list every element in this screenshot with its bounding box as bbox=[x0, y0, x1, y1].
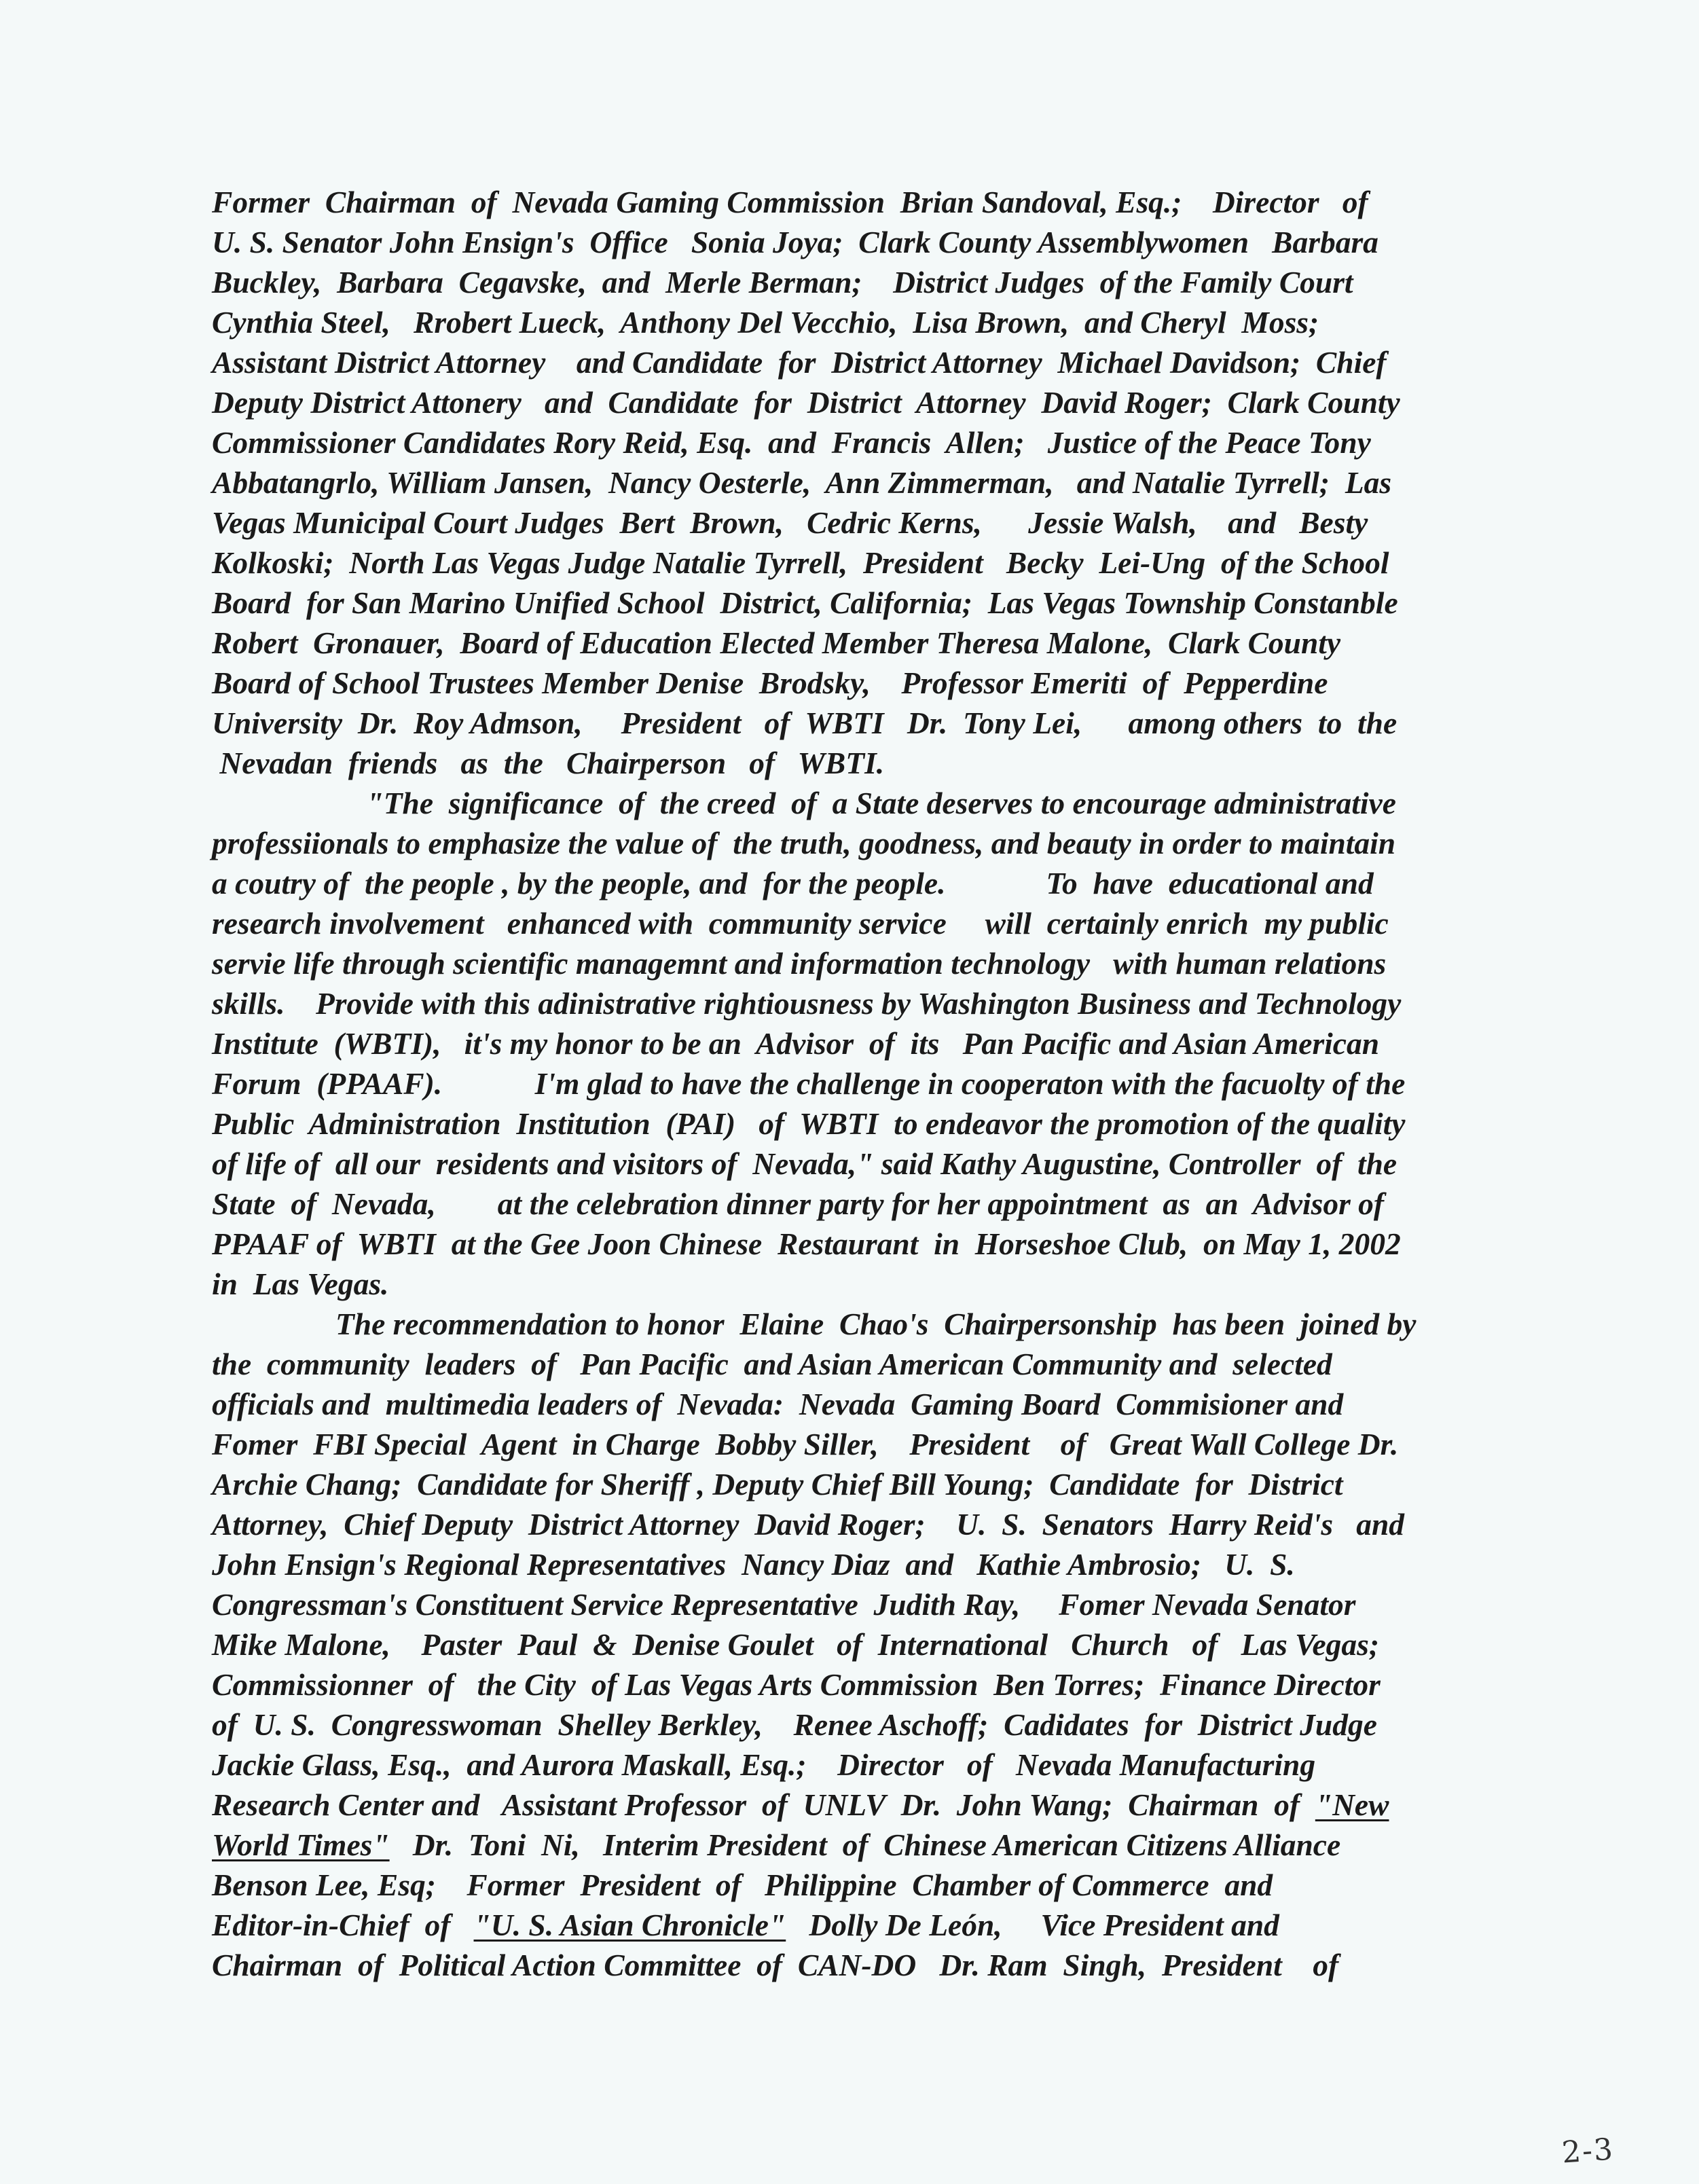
page-number: 2-3 bbox=[1560, 2132, 1615, 2170]
text-line: The recommendation to honor Elaine Chao's Chairpersonship has been joined by bbox=[212, 1307, 1417, 1341]
text-line: Assistant District Attorney and Candidate for District Attorney Michael Davidson; Chief bbox=[212, 345, 1387, 380]
text-line: U. S. Senator John Ensign's Office Sonia Joya; Clark County Assemblywomen Barbara bbox=[212, 225, 1378, 259]
publication-title-underlined: World Times" bbox=[212, 1827, 390, 1862]
text-line bbox=[212, 1825, 1543, 1865]
text-line: Public Administration Institution (PAI) of WBTI to endeavor the promotion of the quality bbox=[212, 1106, 1406, 1141]
text-line: a coutry of the people , by the people, and for the people. To have educational and bbox=[212, 866, 1374, 900]
text-line: Commissioner Candidates Rory Reid, Esq. and Francis Allen; Justice of the Peace Tony bbox=[212, 425, 1371, 460]
text-line: the community leaders of Pan Pacific and Asian American Community and selected bbox=[212, 1347, 1332, 1381]
text-line: of life of all our residents and visitors of Nevada," said Kathy Augustine, Controller of the bbox=[212, 1146, 1397, 1181]
text-line bbox=[212, 1785, 1543, 1825]
text-line: Deputy District Attonery and Candidate for District Attorney David Roger; Clark County bbox=[212, 385, 1400, 420]
text-line: Benson Lee, Esq; Former President of Philippine Chamber of Commerce and bbox=[212, 1868, 1273, 1902]
text-line: Commissionner of the City of Las Vegas Arts Commission Ben Torres; Finance Director bbox=[212, 1667, 1381, 1702]
text-line: Attorney, Chief Deputy District Attorney David Roger; U. S. Senators Harry Reid's and bbox=[212, 1507, 1405, 1542]
text-line: Abbatangrlo, William Jansen, Nancy Oesterle, Ann Zimmerman, and Natalie Tyrrell; Las bbox=[212, 465, 1392, 500]
text-line: Archie Chang; Candidate for Sheriff , Deputy Chief Bill Young; Candidate for District bbox=[212, 1467, 1343, 1502]
text-segment: Research Center and Assistant Professor of UNLV Dr. John Wang; Chairman of bbox=[212, 1787, 1315, 1822]
text-line: of U. S. Congresswoman Shelley Berkley, Renee Aschoff; Cadidates for District Judge bbox=[212, 1707, 1377, 1742]
text-line: PPAAF of WBTI at the Gee Joon Chinese Restaurant in Horseshoe Club, on May 1, 2002 bbox=[212, 1226, 1401, 1261]
text-line: in Las Vegas. bbox=[212, 1267, 389, 1301]
text-line: "The significance of the creed of a State deserves to encourage administrative bbox=[212, 786, 1396, 820]
text-line: Chairman of Political Action Committee of CAN-DO Dr. Ram Singh, President of bbox=[212, 1948, 1339, 1982]
text-line: University Dr. Roy Admson, President of WBTI Dr. Tony Lei, among others to the bbox=[212, 706, 1397, 740]
text-line: Buckley, Barbara Cegavske, and Merle Berman; District Judges of the Family Court bbox=[212, 265, 1353, 299]
text-segment: Dr. Toni Ni, Interim President of Chinese American Citizens Alliance bbox=[389, 1827, 1341, 1862]
text-line: Fomer FBI Special Agent in Charge Bobby Siller, President of Great Wall College Dr. bbox=[212, 1427, 1399, 1461]
text-line: Board for San Marino Unified School District, California; Las Vegas Township Constanble bbox=[212, 585, 1398, 620]
text-line: Vegas Municipal Court Judges Bert Brown, Cedric Kerns, Jessie Walsh, and Besty bbox=[212, 505, 1368, 540]
text-line: John Ensign's Regional Representatives Nancy Diaz and Kathie Ambrosio; U. S. bbox=[212, 1547, 1295, 1582]
body-text bbox=[212, 182, 1543, 1985]
text-line: professiionals to emphasize the value of the truth, goodness, and beauty in order to maintain bbox=[212, 826, 1396, 860]
text-segment: Dolly De León, Vice President and bbox=[786, 1908, 1279, 1942]
publication-title-underlined: "U. S. Asian Chronicle" bbox=[473, 1908, 786, 1942]
text-line: research involvement enhanced with community service will certainly enrich my public bbox=[212, 906, 1389, 941]
text-line: Institute (WBTI), it's my honor to be an Advisor of its Pan Pacific and Asian American bbox=[212, 1026, 1380, 1061]
text-line: Robert Gronauer, Board of Education Elected Member Theresa Malone, Clark County bbox=[212, 625, 1341, 660]
text-line: Cynthia Steel, Rrobert Lueck, Anthony Del Vecchio, Lisa Brown, and Cheryl Moss; bbox=[212, 305, 1319, 340]
text-line: Former Chairman of Nevada Gaming Commission Brian Sandoval, Esq.; Director of bbox=[212, 185, 1368, 219]
text-line: officials and multimedia leaders of Nevada: Nevada Gaming Board Commisioner and bbox=[212, 1387, 1344, 1421]
publication-title-underlined: "New bbox=[1315, 1787, 1389, 1822]
text-line: Nevadan friends as the Chairperson of WBTI. bbox=[212, 746, 885, 780]
text-line: Forum (PPAAF). I'm glad to have the challenge in cooperaton with the facuolty of the bbox=[212, 1066, 1406, 1101]
text-segment: Editor-in-Chief of bbox=[212, 1908, 474, 1942]
text-line: Board of School Trustees Member Denise Brodsky, Professor Emeriti of Pepperdine bbox=[212, 666, 1328, 700]
text-line: Jackie Glass, Esq., and Aurora Maskall, Esq.; Director of Nevada Manufacturing bbox=[212, 1747, 1316, 1782]
text-line: skills. Provide with this adinistrative rightiousness by Washington Business and Technology bbox=[212, 986, 1402, 1021]
text-line: Kolkoski; North Las Vegas Judge Natalie Tyrrell, President Becky Lei-Ung of the School bbox=[212, 545, 1389, 580]
text-line: servie life through scientific managemnt and information technology with human relations bbox=[212, 946, 1387, 981]
text-line bbox=[212, 1905, 1543, 1945]
text-line: State of Nevada, at the celebration dinner party for her appointment as an Advisor of bbox=[212, 1186, 1385, 1221]
text-line: Mike Malone, Paster Paul & Denise Goulet of International Church of Las Vegas; bbox=[212, 1627, 1380, 1662]
text-line: Congressman's Constituent Service Representative Judith Ray, Fomer Nevada Senator bbox=[212, 1587, 1356, 1622]
